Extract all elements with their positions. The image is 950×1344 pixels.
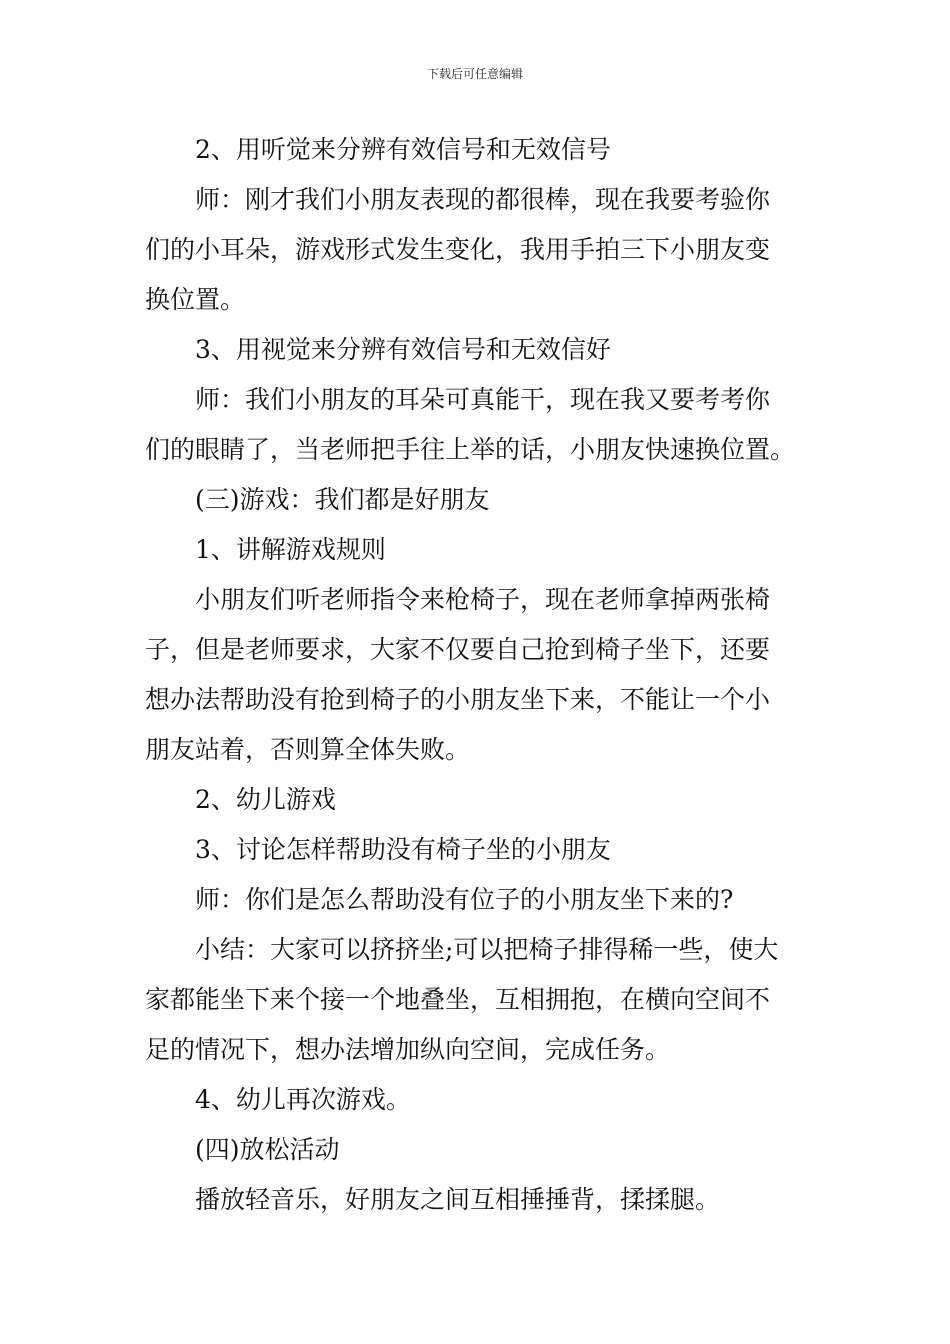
document-body	[145, 125, 810, 1225]
body-line: 们的眼睛了，当老师把手往上举的话，小朋友快速换位置。	[145, 435, 796, 464]
body-line: 师：我们小朋友的耳朵可真能干，现在我又要考考你	[195, 385, 771, 414]
body-line: 朋友站着，否则算全体失败。	[145, 735, 471, 764]
section-heading: (三)游戏：我们都是好朋友	[195, 485, 490, 514]
body-line: 4、幼儿再次游戏。	[195, 1085, 411, 1114]
body-line: 小朋友们听老师指令来枪椅子，现在老师拿掉两张椅	[195, 585, 771, 614]
body-line: 换位置。	[145, 285, 246, 314]
body-line: 1、讲解游戏规则	[195, 535, 386, 564]
body-line: 播放轻音乐，好朋友之间互相捶捶背，揉揉腿。	[195, 1185, 721, 1214]
body-line: 3、讨论怎样帮助没有椅子坐的小朋友	[195, 835, 611, 864]
section-heading: (四)放松活动	[195, 1135, 340, 1164]
body-line: 2、幼儿游戏	[195, 785, 336, 814]
body-line: 家都能坐下来个接一个地叠坐，互相拥抱，在横向空间不	[145, 985, 771, 1014]
page-header: 下载后可任意编辑	[426, 67, 523, 81]
body-line: 师：你们是怎么帮助没有位子的小朋友坐下来的?	[195, 885, 734, 914]
body-line: 足的情况下，想办法增加纵向空间，完成任务。	[145, 1035, 671, 1064]
body-line: 2、用听觉来分辨有效信号和无效信号	[195, 135, 611, 164]
body-line: 小结：大家可以挤挤坐;可以把椅子排得稀一些，使大	[195, 935, 779, 964]
body-line: 们的小耳朵，游戏形式发生变化，我用手拍三下小朋友变	[145, 235, 771, 264]
body-line: 子，但是老师要求，大家不仅要自己抢到椅子坐下，还要	[145, 635, 771, 664]
body-line: 师：刚才我们小朋友表现的都很棒，现在我要考验你	[195, 185, 771, 214]
body-line: 3、用视觉来分辨有效信号和无效信好	[195, 335, 611, 364]
body-line: 想办法帮助没有抢到椅子的小朋友坐下来，不能让一个小	[145, 685, 771, 714]
